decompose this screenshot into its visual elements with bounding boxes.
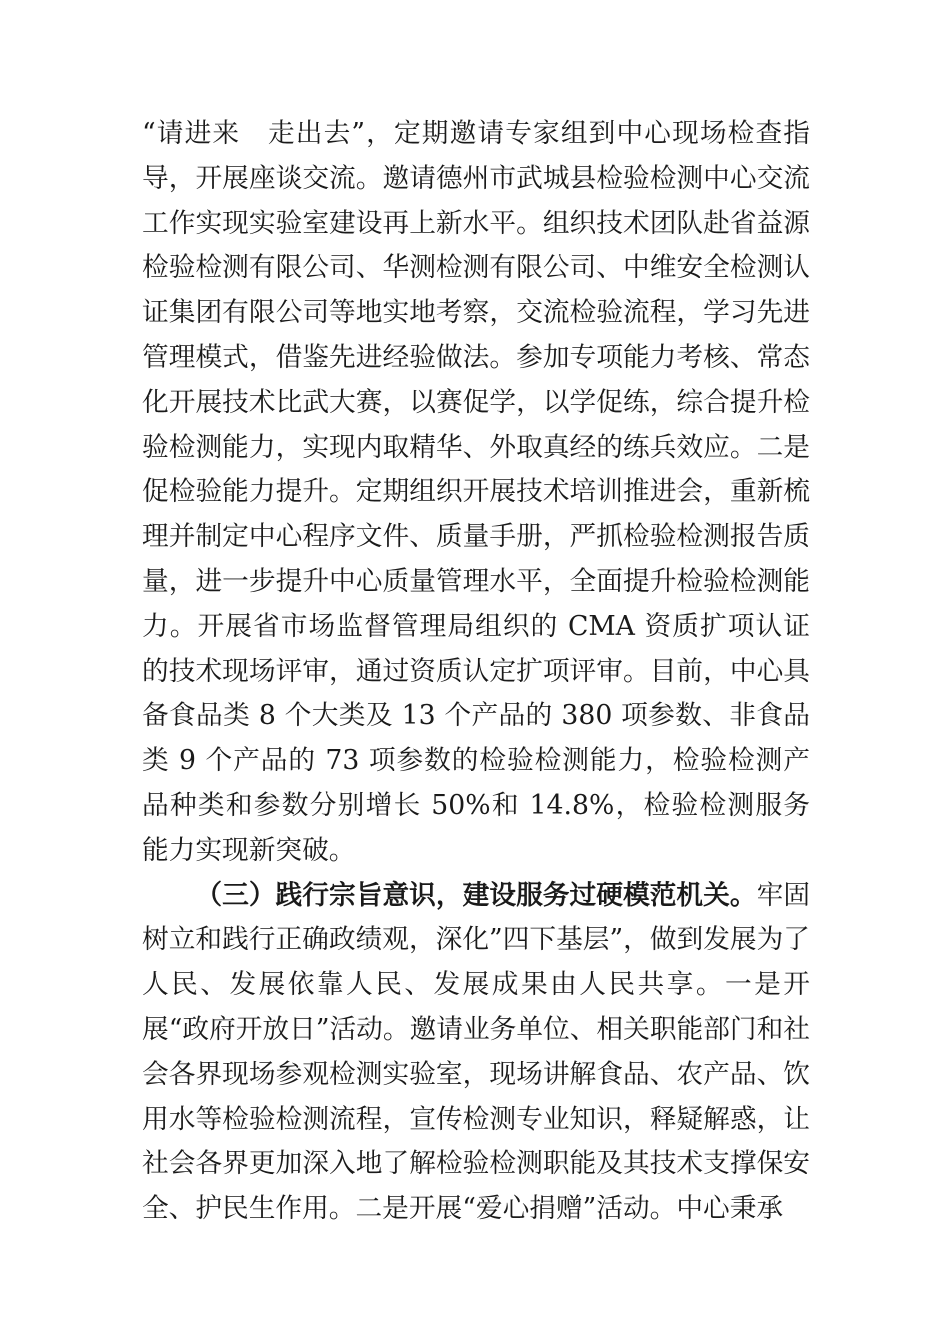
body-text-run: “请进来 走出去”，定期邀请专家组到中心现场检查指导，开展座谈交流。邀请德州市武城县检验检测中心交流工作实现实验室建设再上新水平。组织技术团队赴省益源检验检测有限公司、华测检测有限公司、中维安全检测认证集团有限公司等地实地考察，交流检验流程，学习先进管理模式，借鉴先进经验做法。参加专项能力考核、常态化开展技术比武大赛，以赛促学，以学促练，综合提升检验检测能力，实现内取精华、外取真经的练兵效应。二是促检验能力提升。定期组织开展技术培训推进会，重新梳理并制定中心程序文件、质量手册，严抓检验检测报告质量，进一步提升中心质量管理水平，全面提升检验检测能力。开展省市场监督管理局组织的 CMA 资质扩项认证的技术现场评审，通过资质认定扩项评审。目前，中心具备食品类 8 个大类及 13 个产品的 380 项参数、非食品类 9 个产品的 73 项参数的检验检测能力，检验检测产品种类和参数分别增长 50%和 14.8%，检验检测服务能力实现新突破。 [142, 118, 810, 866]
paragraph-continuation [142, 112, 810, 874]
paragraph-section-three [142, 874, 810, 1232]
section-heading-run: （三）践行宗旨意识，建设服务过硬模范机关。 [195, 879, 757, 911]
body-text-run: 牢固树立和践行正确政绩观，深化”四下基层”，做到发展为了人民、发展依靠人民、发展成果由人民共享。一是开展“政府开放日”活动。邀请业务单位、相关职能部门和社会各界现场参观检测实验室，现场讲解食品、农产品、饮用水等检验检测流程，宣传检测专业知识，释疑解惑，让社会各界更加深入地了解检验检测职能及其技术支撑保安全、护民生作用。二是开展“爱心捐赠”活动。中心秉承 [142, 879, 811, 1225]
